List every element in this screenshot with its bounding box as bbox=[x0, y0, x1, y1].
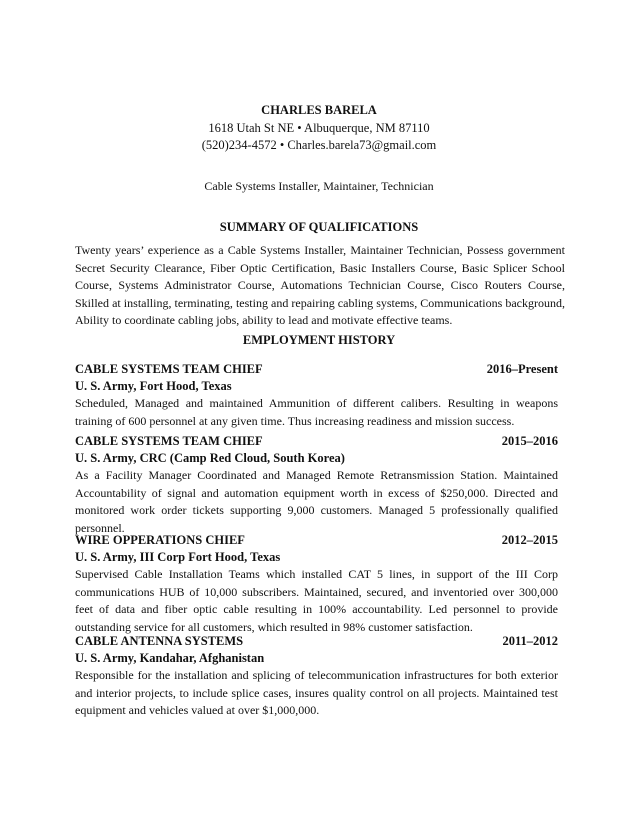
job-organization: U. S. Army, III Corp Fort Hood, Texas bbox=[75, 550, 281, 564]
job-dates: 2012–2015 bbox=[501, 533, 558, 547]
job-header bbox=[75, 634, 558, 650]
job-description: Responsible for the installation and splicing of telecommunication infrastructures for both exterior and interior projects, to include splice cases, insures quality control on all projects. Maintained test equipment and vehicles valued at over $1,000,000. bbox=[75, 668, 558, 717]
employment-heading: EMPLOYMENT HISTORY bbox=[242, 333, 396, 347]
job-description: Supervised Cable Installation Teams which installed CAT 5 lines, in support of the III Corp communications HUB of 10,000 subscribers. Maintained, secured, and inventoried over 300,000 feet of data and fiber optic cable resulting in 100% accountability. Led personnel to provide outstanding service for all customers, which resulted in 98% customer satisfaction. bbox=[75, 567, 558, 634]
job-organization: U. S. Army, CRC (Camp Red Cloud, South Korea) bbox=[75, 451, 345, 465]
job-description: As a Facility Manager Coordinated and Managed Remote Retransmission Station. Maintained Accountability of signal and automation equipment worth in excess of $250,000. Directed and monitored work order tickets supporting 9,000 customers. Managed 5 professionally qualified personnel. bbox=[75, 468, 558, 535]
summary-heading: SUMMARY OF QUALIFICATIONS bbox=[219, 220, 419, 234]
contact-line: (520)234-4572 • Charles.barela73@gmail.com bbox=[201, 138, 437, 152]
job-organization: U. S. Army, Fort Hood, Texas bbox=[75, 379, 232, 393]
job-title: CABLE SYSTEMS TEAM CHIEF bbox=[75, 434, 263, 448]
job-title: CABLE SYSTEMS TEAM CHIEF bbox=[75, 362, 263, 376]
job-dates: 2015–2016 bbox=[501, 434, 558, 448]
candidate-name: CHARLES BARELA bbox=[261, 103, 377, 117]
objective-line: Cable Systems Installer, Maintainer, Technician bbox=[204, 179, 434, 193]
job-header bbox=[75, 533, 558, 549]
job-title: CABLE ANTENNA SYSTEMS bbox=[75, 634, 244, 648]
job-entry bbox=[75, 434, 558, 537]
job-description: Scheduled, Managed and maintained Ammunition of different calibers. Resulting in weapons training of 600 personnel at any given time. Thus increasing readiness and mission success. bbox=[75, 396, 558, 428]
job-entry bbox=[75, 533, 558, 636]
job-dates: 2016–Present bbox=[486, 362, 558, 376]
job-dates: 2011–2012 bbox=[502, 634, 558, 648]
job-entry bbox=[75, 634, 558, 720]
job-header bbox=[75, 434, 558, 450]
job-entry bbox=[75, 362, 558, 430]
job-header bbox=[75, 362, 558, 378]
job-organization: U. S. Army, Kandahar, Afghanistan bbox=[75, 651, 265, 665]
address-line: 1618 Utah St NE • Albuquerque, NM 87110 bbox=[208, 121, 430, 135]
job-title: WIRE OPPERATIONS CHIEF bbox=[75, 533, 245, 547]
summary-paragraph: Twenty years’ experience as a Cable Systems Installer, Maintainer Technician, Possess government Secret Security Clearance, Fiber Optic Certification, Basic Installers Course, Basic Splicer School Course, Systems Administrator Course, Automations Technician Course, Cisco Routers Course, Skilled at installing, terminating, testing and repairing cabling systems, Communications background, Ability to coordinate cabling jobs, ability to lead and motivate effective teams. bbox=[75, 243, 565, 327]
